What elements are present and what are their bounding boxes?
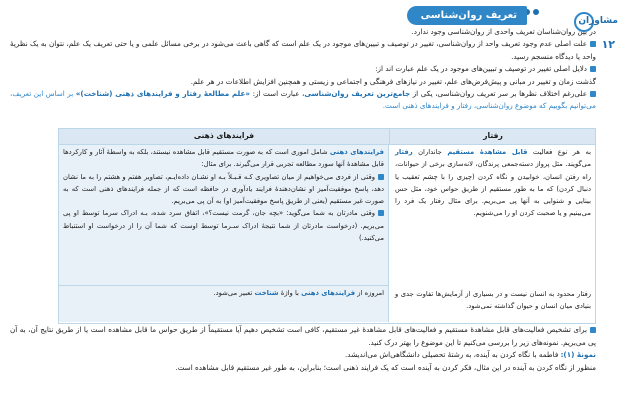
behavior-definition (395, 146, 591, 220)
mental-note-highlight-2: شناخت (254, 289, 279, 297)
example-text: فاطمه با نگاه کردن به آینده، به رشتهٔ تحصیلی دانشگاهی‌اش می‌اندیشد. (345, 350, 559, 360)
outro-paragraph-1 (10, 324, 596, 349)
intro-paragraph-4 (10, 76, 596, 88)
intro-text-1: در بین روان‌شناسان تعریف واحدی از روان‌شناسی وجود ندارد. (411, 27, 596, 36)
definition-highlight: جامع‌ترین تعریف روان‌شناسی (304, 89, 411, 99)
outro-text-2: منظور از نگاه کردن به آینده در این مثال، فکر کردن به آینده است که یک فرایند ذهنی است؛ بنابراین، به طور غیر مستقیم قابل مشاهده است. (175, 362, 596, 372)
intro-text-4: گذشت زمان و تغییر در مبانی و پیش‌فرض‌های علم، تغییر در نیازهای فرهنگی و اجتماعی و زیستی و همچنین افزایش اطلاعات در هر علم. (190, 76, 596, 86)
definition-tail: بر اساس این تعریف، می‌توانیم بگوییم که موضوع روان‌شناسی، رفتار و فرایندهای ذهنی است. (10, 89, 596, 111)
intro-paragraph-3 (10, 63, 596, 75)
definition-quote: «علم مطالعهٔ رفتار و فرایندهای ذهنی (شناخت)» (75, 89, 251, 99)
intro-paragraph-1 (10, 26, 596, 38)
square-bullet-icon (590, 66, 596, 72)
table-header-row (59, 129, 595, 145)
logo-text: مشاوران (578, 16, 618, 26)
mental-definition (63, 146, 384, 171)
behavior-cell (391, 145, 595, 287)
intro-text-2: علت اصلی عدم وجود تعریف واحد از روان‌شناسی، تغییر در توصیف و تبیین‌های موجود در یک علم است که گاهی باعث می‌شود در برخی مسائل علمی و یا حتی تعریف یک علم، نتوان به یک نظریهٔ واحد یا دیدگاه منسجم رسید. (10, 39, 596, 61)
behavior-lead: به هر نوع فعالیت (532, 148, 591, 156)
definition-lead: علی‌رغم اختلاف نظرها بر سر تعریف روان‌شناسی، یکی از (412, 89, 588, 99)
header-mental-processes: فرایندهای ذهنی (59, 129, 390, 144)
outro-paragraph-2 (10, 362, 596, 375)
example-paragraph (10, 349, 596, 362)
mental-example-2 (63, 207, 384, 244)
mental-note-highlight-1: فرایندهای ذهنی (301, 289, 356, 297)
mental-note-b: با واژهٔ (280, 289, 299, 297)
behavior-highlight-term: رفتار (395, 148, 413, 156)
square-bullet-icon (590, 91, 596, 97)
definition-mid: ، عبارت است از: (252, 89, 305, 99)
definition-paragraph (10, 88, 596, 113)
header-behavior: رفتار (483, 131, 503, 141)
square-bullet-icon (590, 327, 596, 333)
comparison-table (58, 128, 596, 324)
mental-note (63, 287, 384, 299)
mental-example-2-text: وقتی مادرتان به شما می‌گوید: «بچه جان، گرمت نیست؟»، اتفاق سرد شده، بـه ادراک سرما توسط او پی می‌بریم. (درخواست مادرتان از شما نتیجهٔ ادراک سـرما توسط اوست که شما آن را از درخواست او استنباط می‌کنید.) (63, 209, 384, 243)
section-title-text: تعریف روان‌شناسی (420, 10, 517, 21)
mental-example-1 (63, 171, 384, 208)
mental-note-a: امروزه از (357, 289, 384, 297)
section-title (407, 6, 527, 25)
outro-text-1: برای تشخیص فعالیت‌های قابل مشاهدهٔ مستقیم و فعالیت‌های قابل مشاهدهٔ غیر مستقیم، کافی است تشخیص دهیم آیا مستقیماً از طریق حواس ما قابل مشاهده است یا از طریق نتایج آن، به آن پی می‌بریم. نمونه‌های زیر را بررسی می‌کنیم تا این موضوع را بهتر درک کنید. (10, 325, 596, 347)
intro-text-3: دلایل اصلی تغییر در توصیف و تبیین‌های موجود در یک علم عبارت اند از: (375, 64, 587, 74)
outro-section (10, 324, 596, 374)
behavior-mid: جانداران (418, 148, 442, 156)
square-bullet-icon (590, 41, 596, 47)
mental-lead: شامل اموری است که به صورت مستقیم قابل مشاهده نیستند، بلکه به واسطهٔ آثار و کارکردها قابل مشاهدهٔ آنها سورد مطالعه تجربی قرار می‌گیرند. برای مثال: (63, 148, 384, 169)
mental-highlight-term: فرایندهای ذهنی (329, 148, 384, 156)
intro-paragraph-2 (10, 38, 596, 63)
behavior-note-cell (391, 287, 595, 322)
mental-note-c: تعبیر می‌شود. (213, 289, 253, 297)
mental-cell (59, 145, 389, 285)
intro-section (10, 26, 596, 113)
example-label: نمونهٔ (۱): (560, 350, 596, 360)
behavior-note: رفتار محدود به انسان نیست و در بسیاری از آزمایش‌ها تفاوت جدی و بنیادی میان انسان و حیوان گذاشته نمی‌شود. (395, 290, 591, 311)
behavior-highlight-direct: قابل مشاهدهٔ مستقیم (447, 148, 528, 156)
page-number: ۱۲ (601, 38, 615, 51)
mental-note-cell (59, 285, 389, 322)
behavior-rest: می‌گویند. مثل پرواز دسته‌جمعی پرندگان، لانه‌سازی برخی از حیوانات، راه رفتن انسان، خوابیدن و نگاه کردن (چیزی را با چشم تعقیب یا دنبال کردن) که ما به طور مستقیم از طریق حواس خود، مثل حس بینایی و شنوایی به آنها پی می‌بریم. برای مثال رفتار یک فرد را می‌بینیم و یا صحبت کردن او را می‌شنویم. (395, 160, 591, 218)
square-bullet-icon (378, 210, 384, 216)
mental-example-1-text: وقتی از فردی می‌خواهیم از میان تصاویری کـه قـبـلاً بـه او نشـان داده‌ایـم، تصاویر هفتم و هشتم را به ما نشان دهد، پاسخ موفقیت‌آمیز او نشان‌دهندهٔ فرایند یادآوری در حافظه است که از جمله فرایندهای ذهنی است که به صورت غیر مستقیم (یعنی از طریق پاسخ موفقیت‌آمیز او) به آن پی می‌بریم. (63, 172, 384, 206)
square-bullet-icon (378, 174, 384, 180)
